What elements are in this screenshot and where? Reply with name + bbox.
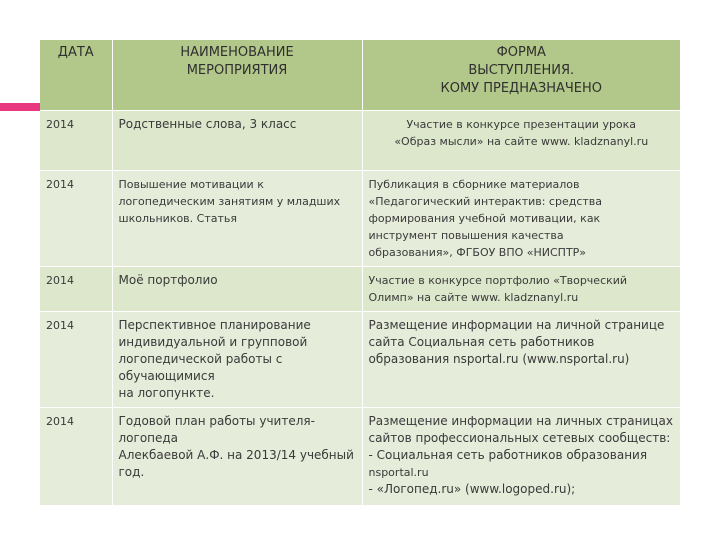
table-row [40, 111, 680, 171]
events-table [40, 40, 680, 506]
table-row [40, 408, 680, 506]
row-event: Моё портфолио [112, 267, 362, 312]
row-event: Повышение мотивации к логопедическим занятиям у младших школьников. Статья [112, 171, 362, 267]
row-form: Размещение информации на личной странице сайта Социальная сеть работников образования nsportal.ru (www.nsportal.ru) [362, 312, 680, 408]
table-row [40, 312, 680, 408]
row-date: 2014 [40, 171, 112, 267]
header-form: ФОРМА ВЫСТУПЛЕНИЯ. КОМУ ПРЕДНАЗНАЧЕНО [362, 40, 680, 111]
row-form: Публикация в сборнике материалов «Педагогический интерактив: средства формирования учебной мотивации, как инструмент повышения качества образования», ФГБОУ ВПО «НИСПТР» [362, 171, 680, 267]
row-date: 2014 [40, 312, 112, 408]
table-row [40, 267, 680, 312]
table-header-row [40, 40, 680, 111]
header-date: ДАТА [40, 40, 112, 111]
row-form: Участие в конкурсе портфолио «Творческий Олимп» на сайте www. kladznanyl.ru [362, 267, 680, 312]
row-form: Размещение информации на личных страницах сайтов профессиональных сетевых сообществ: - Социальная сеть работников образования nsportal.ru - «Логопед.ru» (www.logoped.ru); [362, 408, 680, 506]
row-date: 2014 [40, 111, 112, 171]
row-date: 2014 [40, 267, 112, 312]
row-event: Годовой план работы учителя- логопеда Алекбаевой А.Ф. на 2013/14 учебный год. [112, 408, 362, 506]
accent-bar [0, 103, 40, 111]
header-event: НАИМЕНОВАНИЕ МЕРОПРИЯТИЯ [112, 40, 362, 111]
row-form: Участие в конкурсе презентации урока «Образ мысли» на сайте www. kladznanyl.ru [362, 111, 680, 171]
row-date: 2014 [40, 408, 112, 506]
row-event: Родственные слова, 3 класс [112, 111, 362, 171]
row-event: Перспективное планирование индивидуальной и групповой логопедической работы с обучающимися на логопункте. [112, 312, 362, 408]
table-row [40, 171, 680, 267]
